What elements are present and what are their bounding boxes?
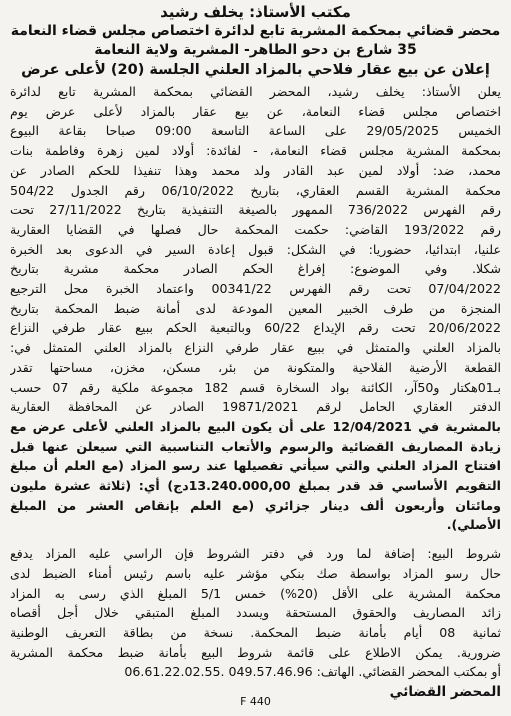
notice-text-line: بالمشرية في 12/04/2021 على أن يكون البيع بالمزاد العلني لأعلى عرض مع — [10, 418, 501, 434]
notice-text-line: رقم الفهرس 736/2022 الممهور بالصيغة التنفيذية بتاريخ 27/11/2022 تحت — [10, 202, 501, 218]
office-name: مكتب الأستاذ: يخلف رشيد — [160, 3, 351, 21]
conditions-text-line: زائد المصاريف والحقوق المستحقة ويسدد المبلغ المتبقي خلال أجل أقصاه — [10, 605, 501, 621]
conditions-text-line: شروط البيع: إضافة لما ورد في دفتر الشروط فإن الراسي عليه المزاد يدفع — [10, 546, 501, 562]
conditions-text-line: أو بمكتب المحضر القضائي. الهاتف: 049.57.46.96 .06.61.22.02.55 — [124, 664, 501, 680]
notice-text-line: يعلن الأستاذ: يخلف رشيد، المحضر القضائي بمحكمة المشرية تابع لدائرة — [10, 84, 501, 99]
announcement-title: إعلان عن بيع عقار فلاحي بالمزاد العلني الجلسة (20) لأعلى عرض — [21, 62, 490, 78]
notice-text-line: بالمزاد العلني والمتمثل في ببيع عقار طرفي النزاع بالمزاد العلني المتمثل في: — [10, 340, 501, 356]
sale-conditions — [10, 544, 501, 682]
office-address: 35 شارع بن دحو الطاهر- المشرية ولاية النعامة — [94, 42, 417, 58]
notice-text-line: الدفتر العقاري الحامل لرقم 19871/2021 الصادر عن المحافظة العقارية — [10, 399, 501, 415]
conditions-text-line: ثمانية 08 أيام بأمانة ضبط المحكمة. نسخة من بطاقة التعريف الوطنية — [10, 624, 501, 640]
notice-text-line: الخميس 29/05/2025 على الساعة التاسعة 09:00 صباحا بقاعة البيوع — [10, 123, 501, 139]
conditions-text-line: ضرورية. يمكن الاطلاع على قائمة شروط البيع بأمانة ضبط محكمة المشرية — [10, 644, 501, 660]
notice-text-line: الأصلي). — [446, 517, 501, 533]
notice-body — [10, 82, 501, 535]
notice-text-line: بـ01هكتار و50آر، الكائنة بواد السخارة قسم 182 مجموعة ملكية رقم 07 حسب — [10, 379, 501, 395]
notice-header — [10, 2, 501, 80]
notice-text-line: محكمة المشرية القسم العقاري، بتاريخ 06/10/2022 رقم الجدول 504/22 — [10, 182, 501, 198]
notice-text-line: ومائتان وأربعون ألف دينار جزائري (مع العلم بإنقاص العشر من المبلغ — [10, 497, 501, 513]
notice-text-line: 07/04/2022 تحت رقم الفهرس 00341/22 واعتماد الخبرة محل الترجيع — [10, 281, 501, 297]
notice-text-line: علنيا، ابتدائيا، حضوريا: في الشكل: قبول إعادة السير في الدعوى بعد الخبرة — [10, 241, 501, 257]
notice-text-line: المنجزة من طرف الخبير المعين المودعة لدى أمانة ضبط المحكمة بتاريخ — [10, 300, 501, 316]
bailiff-title: محضر قضائي بمحكمة المشرية تابع لدائرة اختصاص مجلس قضاء النعامة — [10, 23, 501, 39]
notice-text-line: زيادة المصاريف القضائية والرسوم والأتعاب التناسبية التي سيعلن عنها قبل — [10, 438, 501, 454]
notice-text-line: اختصاص مجلس قضاء النعامة، عن بيع عقار بالمزاد لأعلى عرض يوم — [10, 103, 501, 119]
notice-text-line: بمحكمة المشرية مجلس قضاء النعامة، - لفائدة: أولاد لمين زهرة وفاطمة بنات — [10, 143, 501, 159]
notice-text-line: 20/06/2022 تحت رقم الإيداع 60/22 وبالتبعية الحكم ببيع عقار طرفي النزاع — [10, 320, 501, 336]
reference-code: F 440 — [240, 695, 271, 708]
notice-text-line: رقم 193/2022 القاضي: حكمت المحكمة حال فصلها في القضايا العقارية — [10, 221, 501, 237]
notice-text-line: القطعة الأرضية الفلاحية والمتكونة من بئر، مسكن، مخزن، مساحتها تقدر — [10, 359, 501, 375]
notice-text-line: التقويم الأساسي قد قدر بمبلغ 13.240.000,00دج) أي: (ثلاثة عشرة مليون — [10, 478, 501, 494]
notice-text-line: افتتاح المزاد العلني والتي سيأتي تفصيلها عند رسو المزاد (مع العلم أن مبلغ — [10, 458, 501, 474]
notice-text-line: محمد، ضد: أولاد لمين عبد القادر ولد محمد وهذا تنفيذا للحكم الصادر عن — [10, 162, 501, 178]
conditions-text-line: حال رسو المزاد بواسطة صك بنكي مؤشر عليه باسم رئيس أمناء الضبط لدى — [10, 565, 501, 581]
notice-text-line: شكلا. وفي الموضوع: إفراغ الحكم الصادر محكمة مشرية بتاريخ — [10, 261, 501, 277]
signature: المحضر القضائي — [389, 684, 501, 701]
conditions-text-line: محكمة المشرية على الأقل (20%) خمس 5/1 المبلغ الذي رسى به المزاد — [10, 585, 501, 601]
